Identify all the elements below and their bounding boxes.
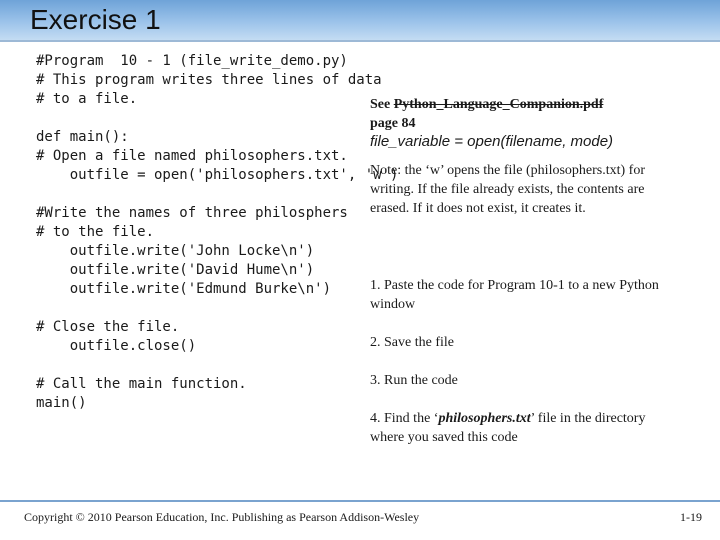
reference-document-link[interactable]: Python_Language_Companion.pdf xyxy=(393,97,604,112)
code-line: outfile.write('John Locke\n') xyxy=(36,243,315,259)
step-4 xyxy=(370,409,660,447)
footer-copyright: Copyright © 2010 Pearson Education, Inc. Publishing as Pearson Addison-Wesley xyxy=(24,510,420,524)
mode-note: Note: the ‘w’ opens the file (philosophers.txt) for writing. If the file already exists, the contents are erased. If it does not exist, it creates it. xyxy=(370,163,646,216)
reference-note xyxy=(370,95,660,133)
step-4-filename: philosophers.txt xyxy=(438,411,531,426)
code-line: outfile.close() xyxy=(36,338,197,354)
code-line: # Call the main function. xyxy=(36,376,247,392)
slide-title: Exercise 1 xyxy=(30,4,161,35)
reference-page: page 84 xyxy=(370,116,416,131)
code-line: main() xyxy=(36,395,87,411)
code-line: # to the file. xyxy=(36,224,155,240)
code-line: # Open a file named philosophers.txt. xyxy=(36,148,348,164)
slide-number: 1-19 xyxy=(680,510,702,524)
title-divider xyxy=(0,40,720,42)
code-line: # to a file. xyxy=(36,91,138,107)
step-2: 2. Save the file xyxy=(370,335,454,350)
code-line: outfile.write('David Hume\n') xyxy=(36,262,315,278)
see-label: See xyxy=(370,97,391,112)
code-line: def main(): xyxy=(36,129,129,145)
code-line: # Close the file. xyxy=(36,319,180,335)
code-line: #Program 10 - 1 (file_write_demo.py) xyxy=(36,53,348,69)
code-line: # This program writes three lines of data xyxy=(36,72,382,88)
title-bar xyxy=(0,0,720,40)
footer-divider xyxy=(0,500,720,502)
step-4-suffix: ’ file in the directory where you saved this code xyxy=(370,411,646,445)
step-1: 1. Paste the code for Program 10-1 to a new Python window xyxy=(370,278,659,312)
step-3: 3. Run the code xyxy=(370,373,458,388)
code-line: #Write the names of three philosphers xyxy=(36,205,348,221)
step-4-prefix: 4. Find the ‘ xyxy=(370,411,439,426)
code-line: outfile.write('Edmund Burke\n') xyxy=(36,281,332,297)
code-line: outfile = open('philosophers.txt', 'w') xyxy=(36,167,399,183)
open-syntax: file_variable = open(filename, mode) xyxy=(370,133,614,150)
